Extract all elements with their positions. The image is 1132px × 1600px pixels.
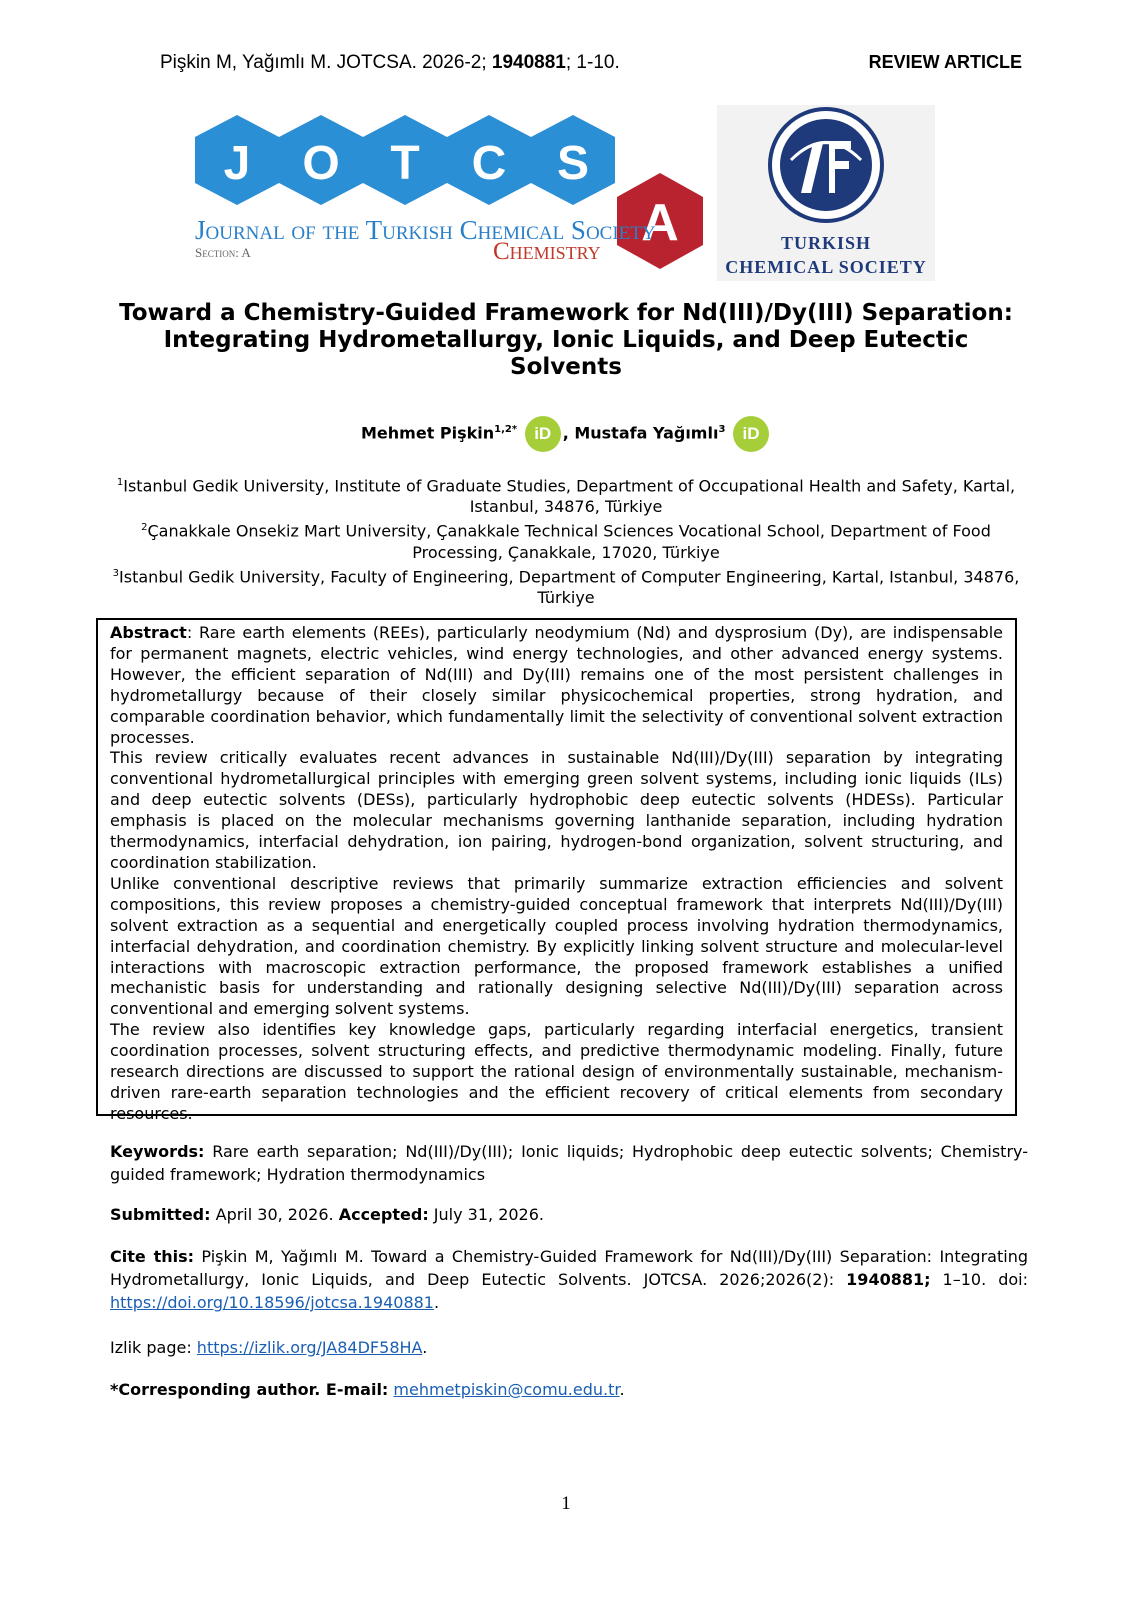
journal-section: Section: A bbox=[195, 245, 251, 260]
page-number: 1 bbox=[561, 1493, 571, 1514]
orcid-icon[interactable]: iD bbox=[525, 416, 561, 452]
keywords bbox=[110, 1140, 1028, 1186]
hex-c bbox=[447, 115, 531, 205]
hex-letter-c: C bbox=[471, 137, 507, 190]
abstract-paragraph: The review also identifies key knowledge gaps, particularly regarding interfacial energetics, transient coordination processes, solvent structuring effects, and predictive thermodynamic modeling. Finally, future research directions are discussed to support the rational design of environmentally sustainable, mechanism-driven rare-earth separation technologies and the efficient recovery of critical elements from secondary resources. bbox=[110, 1020, 1003, 1123]
submitted-date: April 30, 2026. bbox=[210, 1205, 339, 1224]
hex-letter-s: S bbox=[556, 137, 590, 190]
affiliation bbox=[110, 472, 1022, 517]
author-affiliation-marker: 3 bbox=[718, 424, 726, 436]
journal-logos bbox=[195, 105, 935, 285]
header-article-id: 1940881 bbox=[491, 52, 566, 73]
accepted-label: Accepted: bbox=[338, 1205, 429, 1224]
citation bbox=[110, 1245, 1028, 1314]
keywords-label: Keywords: bbox=[110, 1142, 205, 1161]
society-seal bbox=[717, 105, 935, 230]
affiliation bbox=[110, 563, 1022, 608]
hex-o bbox=[279, 115, 363, 205]
abstract-text: : Rare earth elements (REEs), particularly neodymium (Nd) and dysprosium (Dy), are indispensable for permanent magnets, electric vehicles, wind energy technologies, and other advanced energy systems. However, the efficient separation of Nd(III) and Dy(III) remains one of the most persistent challenges in hydrometallurgy because of their closely similar physicochemical properties, strong hydration, and comparable coordination behavior, which fundamentally limit the selectivity of conventional solvent extraction processes. bbox=[110, 623, 1003, 747]
cite-label: Cite this: bbox=[110, 1247, 195, 1266]
author-separator: , bbox=[562, 423, 575, 443]
submission-dates bbox=[110, 1203, 1028, 1226]
section-badge-letter: A bbox=[641, 194, 679, 252]
izlik-link[interactable]: https://izlik.org/JA84DF58HA bbox=[196, 1338, 423, 1357]
corresponding-author bbox=[110, 1378, 1028, 1401]
author-name: Mustafa Yağımlı bbox=[574, 423, 719, 443]
author-affiliation-marker: 1,2* bbox=[494, 424, 518, 436]
keywords-text: Rare earth separation; Nd(III)/Dy(III); Ionic liquids; Hydrophobic deep eutectic solvents; Chemistry-guided framework; Hydration thermodynamics bbox=[110, 1142, 1028, 1184]
affiliations bbox=[110, 472, 1022, 608]
abstract-label: Abstract bbox=[110, 623, 187, 642]
submitted-label: Submitted: bbox=[110, 1205, 211, 1224]
hex-t bbox=[363, 115, 447, 205]
jotcs-hex-logo bbox=[195, 115, 715, 285]
izlik-page bbox=[110, 1336, 1028, 1359]
cite-text: Pişkin M, Yağımlı M. Toward a Chemistry-Guided Framework for Nd(III)/Dy(III) Separation: Integrating Hydrometallurgy, Ionic Liquids, and Deep Eutectic Solvents. JOTCSA. 2026;2026(2): bbox=[110, 1247, 1028, 1289]
corresponding-label: *Corresponding author. E-mail: bbox=[110, 1380, 389, 1399]
hex-letter-t: T bbox=[390, 137, 420, 190]
hex-s bbox=[531, 115, 615, 205]
abstract-paragraph: This review critically evaluates recent advances in sustainable Nd(III)/Dy(III) separation by integrating conventional hydrometallurgical principles with emerging green solvent systems, including ionic liquids (ILs) and deep eutectic solvents (DESs), particularly hydrophobic deep eutectic solvents (HDESs). Particular emphasis is placed on the molecular mechanisms governing lanthanide separation, including hydration thermodynamics, interfacial dehydration, ion pairing, hydrogen-bond organization, solvent structuring, and coordination stabilization. bbox=[110, 748, 1003, 872]
cite-end: . bbox=[433, 1293, 440, 1312]
author-list bbox=[110, 416, 1022, 452]
affiliation bbox=[110, 517, 1022, 562]
society-name-line2: CHEMICAL SOCIETY bbox=[725, 257, 927, 277]
paper-title: Toward a Chemistry-Guided Framework for Nd(III)/Dy(III) Separation: Integrating Hydrometallurgy, Ionic Liquids, and Deep Eutectic Solvents bbox=[119, 300, 1013, 380]
affiliation-text: Istanbul Gedik University, Institute of Graduate Studies, Department of Occupational Health and Safety, Kartal, Istanbul, 34876, Türkiye bbox=[123, 476, 1016, 517]
cite-pages: 1–10. doi: bbox=[930, 1270, 1029, 1289]
author-name: Mehmet Pişkin bbox=[361, 423, 495, 443]
hex-letter-j: J bbox=[223, 137, 251, 190]
cite-article-id: 1940881; bbox=[846, 1270, 931, 1289]
affiliation-text: Istanbul Gedik University, Faculty of Engineering, Department of Computer Engineering, Kartal, Istanbul, 34876, Türkiye bbox=[119, 566, 1020, 607]
affiliation-marker: 1 bbox=[116, 477, 124, 488]
running-header bbox=[160, 52, 620, 74]
journal-chemistry: Chemistry bbox=[493, 238, 601, 265]
izlik-label: Izlik page: bbox=[110, 1338, 197, 1357]
doi-link[interactable]: https://doi.org/10.18596/jotcsa.1940881 bbox=[110, 1293, 434, 1312]
email-link[interactable]: mehmetpiskin@comu.edu.tr bbox=[393, 1380, 620, 1399]
affiliation-marker: 3 bbox=[112, 567, 120, 579]
abstract-paragraph bbox=[110, 623, 1003, 748]
header-citation: Pişkin M, Yağımlı M. JOTCSA. 2026-2; bbox=[160, 52, 492, 73]
affiliation-marker: 2 bbox=[141, 522, 148, 534]
society-name-line1: TURKISH bbox=[780, 233, 872, 253]
abstract-paragraph: Unlike conventional descriptive reviews that primarily summarize extraction efficiencies and solvent compositions, this review proposes a chemistry-guided conceptual framework that interprets Nd(III)/Dy(III) solvent extraction as a sequential and energetically coupled process involving hydration thermodynamics, interfacial dehydration, and coordination chemistry. By explicitly linking solvent structure and molecular-level interactions with macroscopic extraction performance, the proposed framework establishes a unified mechanistic basis for understanding and rationally designing selective Nd(III)/Dy(III) separation across conventional and emerging solvent systems. bbox=[110, 873, 1003, 1019]
abstract-box bbox=[96, 618, 1017, 1123]
turkish-chemical-society-logo bbox=[717, 105, 935, 281]
accepted-date: July 31, 2026. bbox=[428, 1205, 544, 1224]
article-type: REVIEW ARTICLE bbox=[868, 52, 1022, 72]
izlik-end: . bbox=[422, 1338, 428, 1357]
orcid-icon[interactable]: iD bbox=[733, 416, 769, 452]
journal-name: Journal of the Turkish Chemical Society bbox=[195, 215, 656, 245]
affiliation-text: Çanakkale Onsekiz Mart University, Çanakkale Technical Sciences Vocational School, Department of Food Processing, Çanakkale, 17020, Türkiye bbox=[147, 521, 991, 562]
hex-j bbox=[195, 115, 279, 205]
hex-letter-o: O bbox=[302, 137, 340, 190]
header-pages: ; 1-10. bbox=[565, 52, 620, 73]
corresponding-end: . bbox=[619, 1380, 625, 1399]
